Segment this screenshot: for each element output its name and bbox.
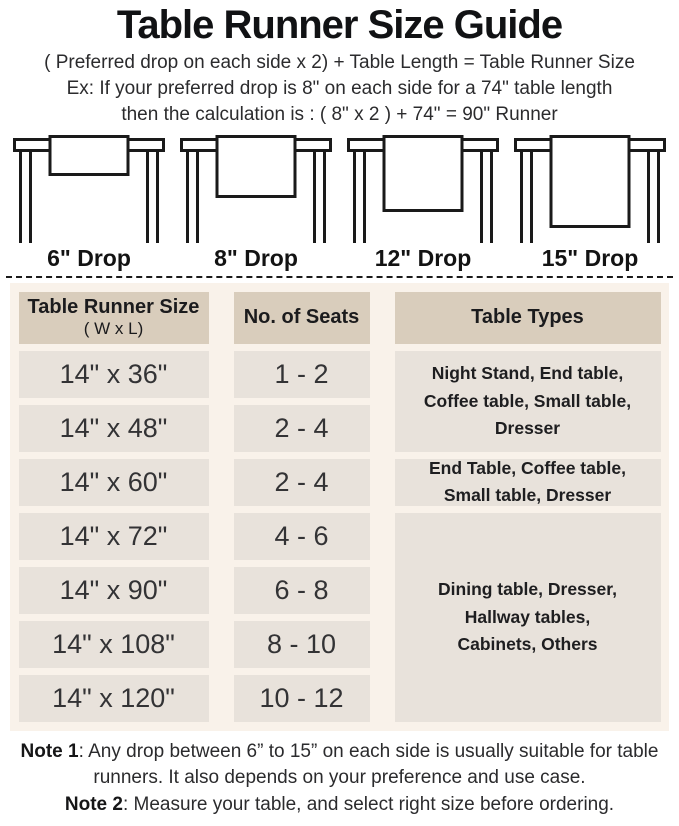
column-header-runner-size — [19, 292, 209, 344]
table-types-group-medium — [395, 459, 661, 506]
table-leg-left — [520, 150, 533, 243]
column-header-seats: No. of Seats — [234, 292, 370, 344]
drop-label-12: 12" Drop — [374, 244, 472, 271]
size-table — [10, 292, 669, 722]
table-types-group-large — [395, 513, 661, 722]
note-2-label: Note 2 — [64, 793, 123, 815]
header-runner-size-subtitle: ( W x L) — [83, 319, 144, 339]
table-leg-right — [480, 150, 493, 243]
notes-section — [0, 739, 679, 819]
table-leg-left — [353, 150, 366, 243]
runner-size-cell: 14" x 60" — [19, 459, 209, 506]
table-drawing — [347, 135, 499, 243]
runner-shape — [49, 135, 130, 176]
column-header-table-types: Table Types — [395, 292, 661, 344]
table-drawing — [13, 135, 165, 243]
table-types-text: Night Stand, End table, Coffee table, Small table, Dresser — [423, 363, 632, 438]
drop-labels-row — [0, 245, 679, 272]
table-types-group-small — [395, 351, 661, 452]
table-drawing — [180, 135, 332, 243]
note-1-label: Note 1 — [20, 740, 79, 762]
seats-cell: 10 - 12 — [234, 675, 370, 722]
table-illustration-6-drop — [6, 135, 172, 245]
runner-size-cell: 14" x 72" — [19, 513, 209, 560]
table-types-text: Dining table, Dresser, Hallway tables, Cabinets, Others — [438, 579, 617, 654]
header-runner-size-title: Table Runner Size — [27, 296, 200, 319]
seats-cell: 6 - 8 — [234, 567, 370, 614]
note-1-text: : Any drop between 6” to 15” on each side is usually suitable for table runners. It also depends on your preference and use case. — [78, 740, 659, 789]
drop-label-15: 15" Drop — [541, 244, 639, 271]
runner-size-cell: 14" x 48" — [19, 405, 209, 452]
table-leg-right — [146, 150, 159, 243]
note-2-text: : Measure your table, and select right size before ordering. — [122, 793, 615, 815]
note-2 — [6, 792, 674, 819]
table-types-text: End Table, Coffee table, Small table, Dresser — [428, 458, 627, 506]
table-leg-right — [313, 150, 326, 243]
table-leg-right — [647, 150, 660, 243]
table-illustration-15-drop — [507, 135, 673, 245]
table-drawing — [514, 135, 666, 243]
runner-size-cell: 14" x 36" — [19, 351, 209, 398]
seats-cell: 1 - 2 — [234, 351, 370, 398]
table-illustrations-row — [0, 129, 679, 245]
runner-shape — [383, 135, 464, 212]
seats-cell: 2 - 4 — [234, 459, 370, 506]
drop-label-8: 8" Drop — [214, 244, 298, 271]
seats-cell: 8 - 10 — [234, 621, 370, 668]
table-illustration-8-drop — [173, 135, 339, 245]
table-illustration-12-drop — [340, 135, 506, 245]
example-line-1: Ex: If your preferred drop is 8" on each side for a 74" table length — [66, 78, 613, 100]
drop-label-6: 6" Drop — [47, 244, 131, 271]
seats-cell: 4 - 6 — [234, 513, 370, 560]
example-line-2: then the calculation is : ( 8" x 2 ) + 74" = 90" Runner — [121, 104, 558, 126]
runner-size-cell: 14" x 120" — [19, 675, 209, 722]
size-table-panel — [10, 283, 669, 731]
formula-text: ( Preferred drop on each side x 2) + Table Length = Table Runner Size — [44, 52, 635, 73]
page-title: Table Runner Size Guide — [116, 3, 563, 47]
runner-size-cell: 14" x 108" — [19, 621, 209, 668]
table-leg-left — [19, 150, 32, 243]
runner-size-cell: 14" x 90" — [19, 567, 209, 614]
note-1 — [6, 739, 674, 792]
seats-cell: 2 - 4 — [234, 405, 370, 452]
table-leg-left — [186, 150, 199, 243]
dashed-divider — [6, 276, 673, 278]
runner-shape — [216, 135, 297, 198]
runner-shape — [550, 135, 631, 228]
